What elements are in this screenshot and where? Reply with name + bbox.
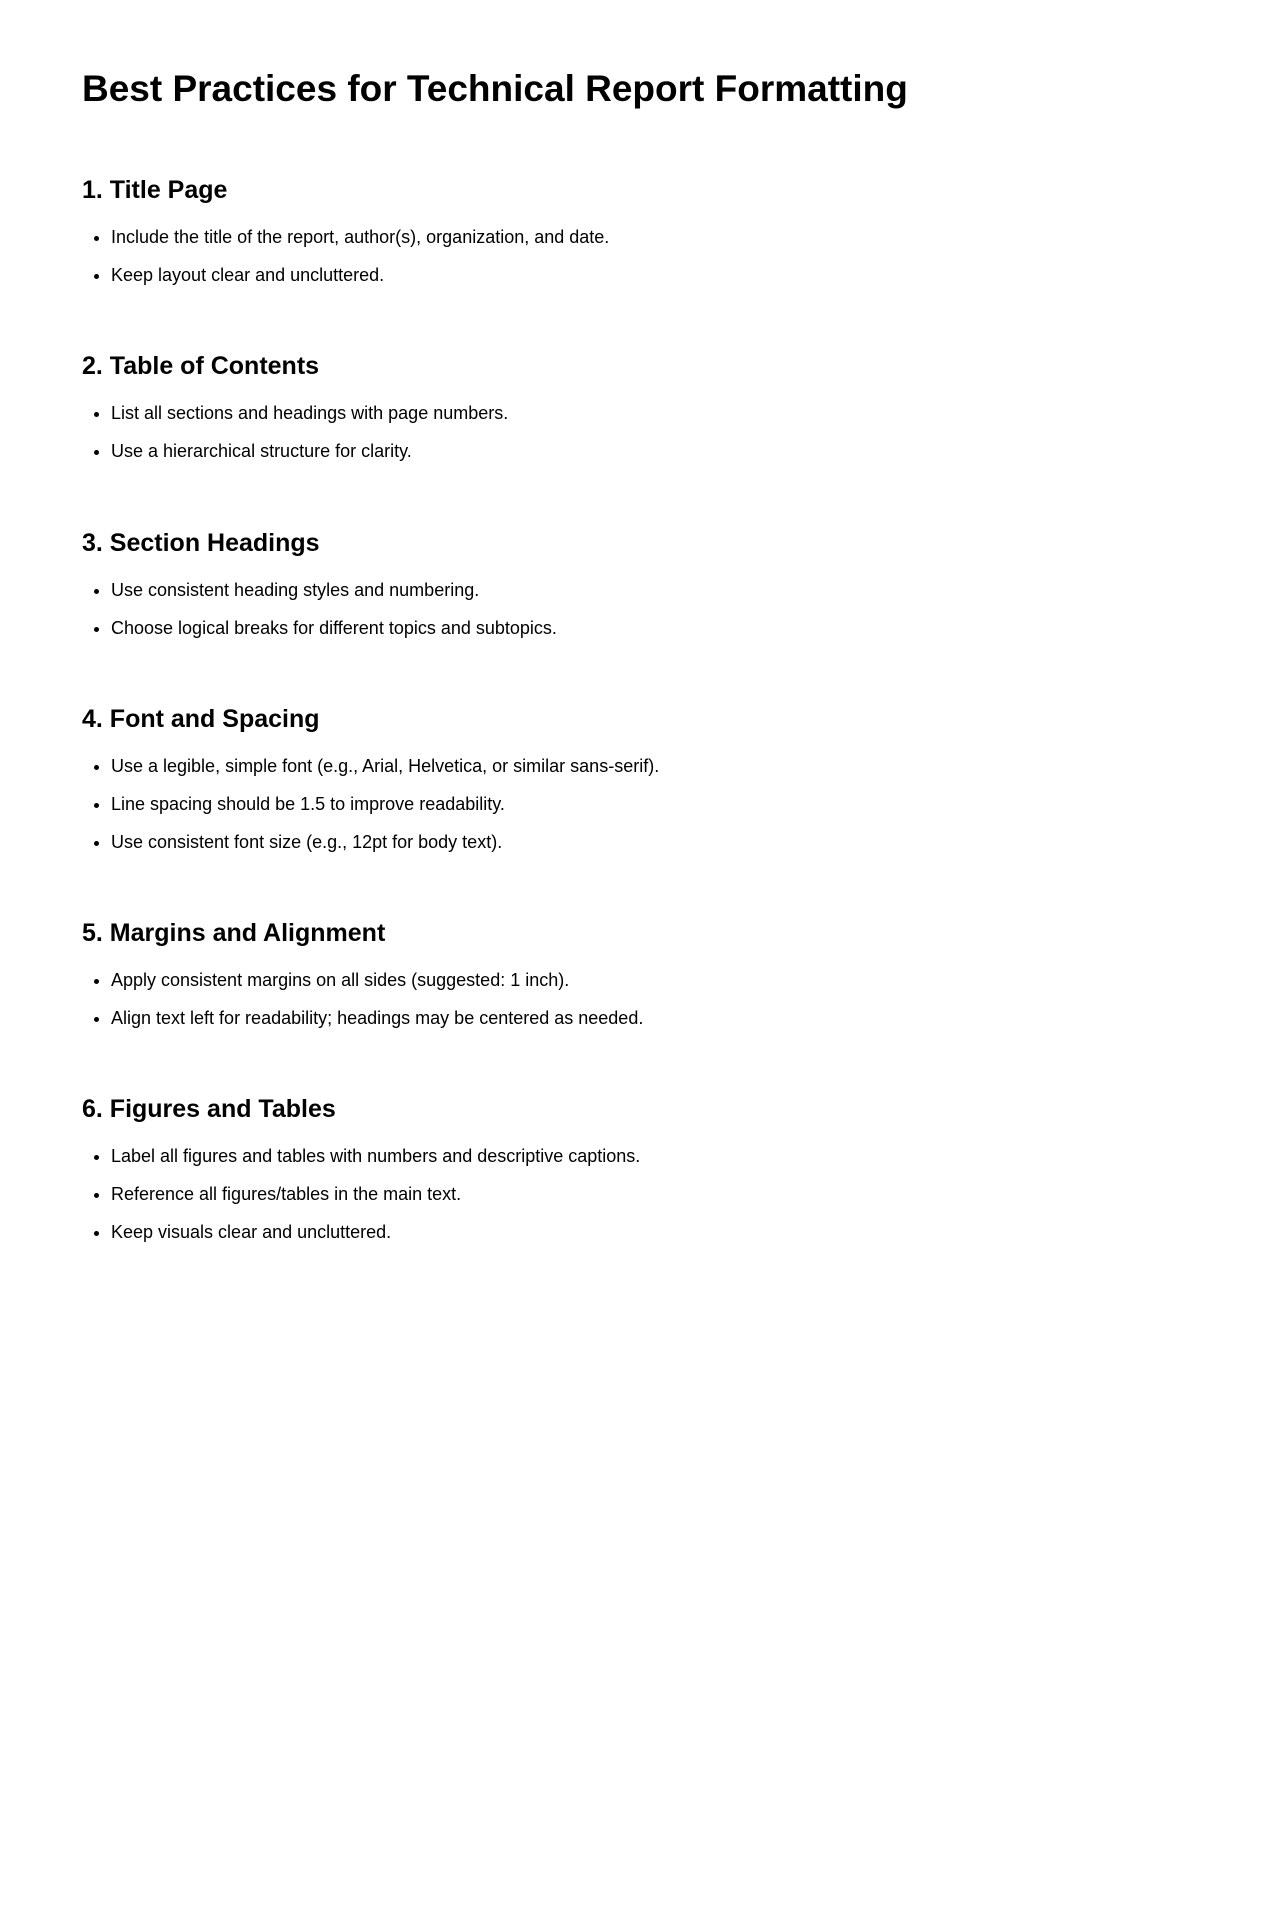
section-margins-and-alignment xyxy=(82,917,643,1045)
section-heading: 5. Margins and Alignment xyxy=(82,919,386,947)
list-item: • Keep visuals clear and uncluttered. xyxy=(111,1221,640,1243)
section-heading: 1. Title Page xyxy=(82,176,228,204)
section-section-headings xyxy=(82,527,557,655)
list-item: • Use consistent font size (e.g., 12pt for body text). xyxy=(111,831,659,853)
list-item: • List all sections and headings with page numbers. xyxy=(111,402,508,424)
section-table-of-contents xyxy=(82,350,508,478)
document-title: Best Practices for Technical Report Formatting xyxy=(82,68,908,109)
section-bullet-list xyxy=(82,969,643,1029)
section-bullet-list xyxy=(82,579,557,639)
list-item: • Use a legible, simple font (e.g., Arial, Helvetica, or similar sans-serif). xyxy=(111,755,659,777)
section-heading: 3. Section Headings xyxy=(82,529,320,557)
section-bullet-list xyxy=(82,402,508,462)
list-item: • Use a hierarchical structure for clarity. xyxy=(111,440,508,462)
list-item: • Keep layout clear and uncluttered. xyxy=(111,264,609,286)
list-item: • Include the title of the report, author(s), organization, and date. xyxy=(111,226,609,248)
list-item: • Line spacing should be 1.5 to improve readability. xyxy=(111,793,659,815)
list-item: • Use consistent heading styles and numbering. xyxy=(111,579,557,601)
section-title-page xyxy=(82,174,609,302)
list-item: • Reference all figures/tables in the main text. xyxy=(111,1183,640,1205)
section-figures-and-tables xyxy=(82,1093,640,1259)
list-item: • Align text left for readability; headings may be centered as needed. xyxy=(111,1007,643,1029)
section-bullet-list xyxy=(82,226,609,286)
section-font-and-spacing xyxy=(82,703,659,869)
section-heading: 2. Table of Contents xyxy=(82,352,320,380)
list-item: • Choose logical breaks for different topics and subtopics. xyxy=(111,617,557,639)
section-bullet-list xyxy=(82,755,659,853)
section-bullet-list xyxy=(82,1145,640,1243)
section-heading: 4. Font and Spacing xyxy=(82,705,320,733)
list-item: • Label all figures and tables with numbers and descriptive captions. xyxy=(111,1145,640,1167)
section-heading: 6. Figures and Tables xyxy=(82,1095,336,1123)
list-item: • Apply consistent margins on all sides (suggested: 1 inch). xyxy=(111,969,643,991)
